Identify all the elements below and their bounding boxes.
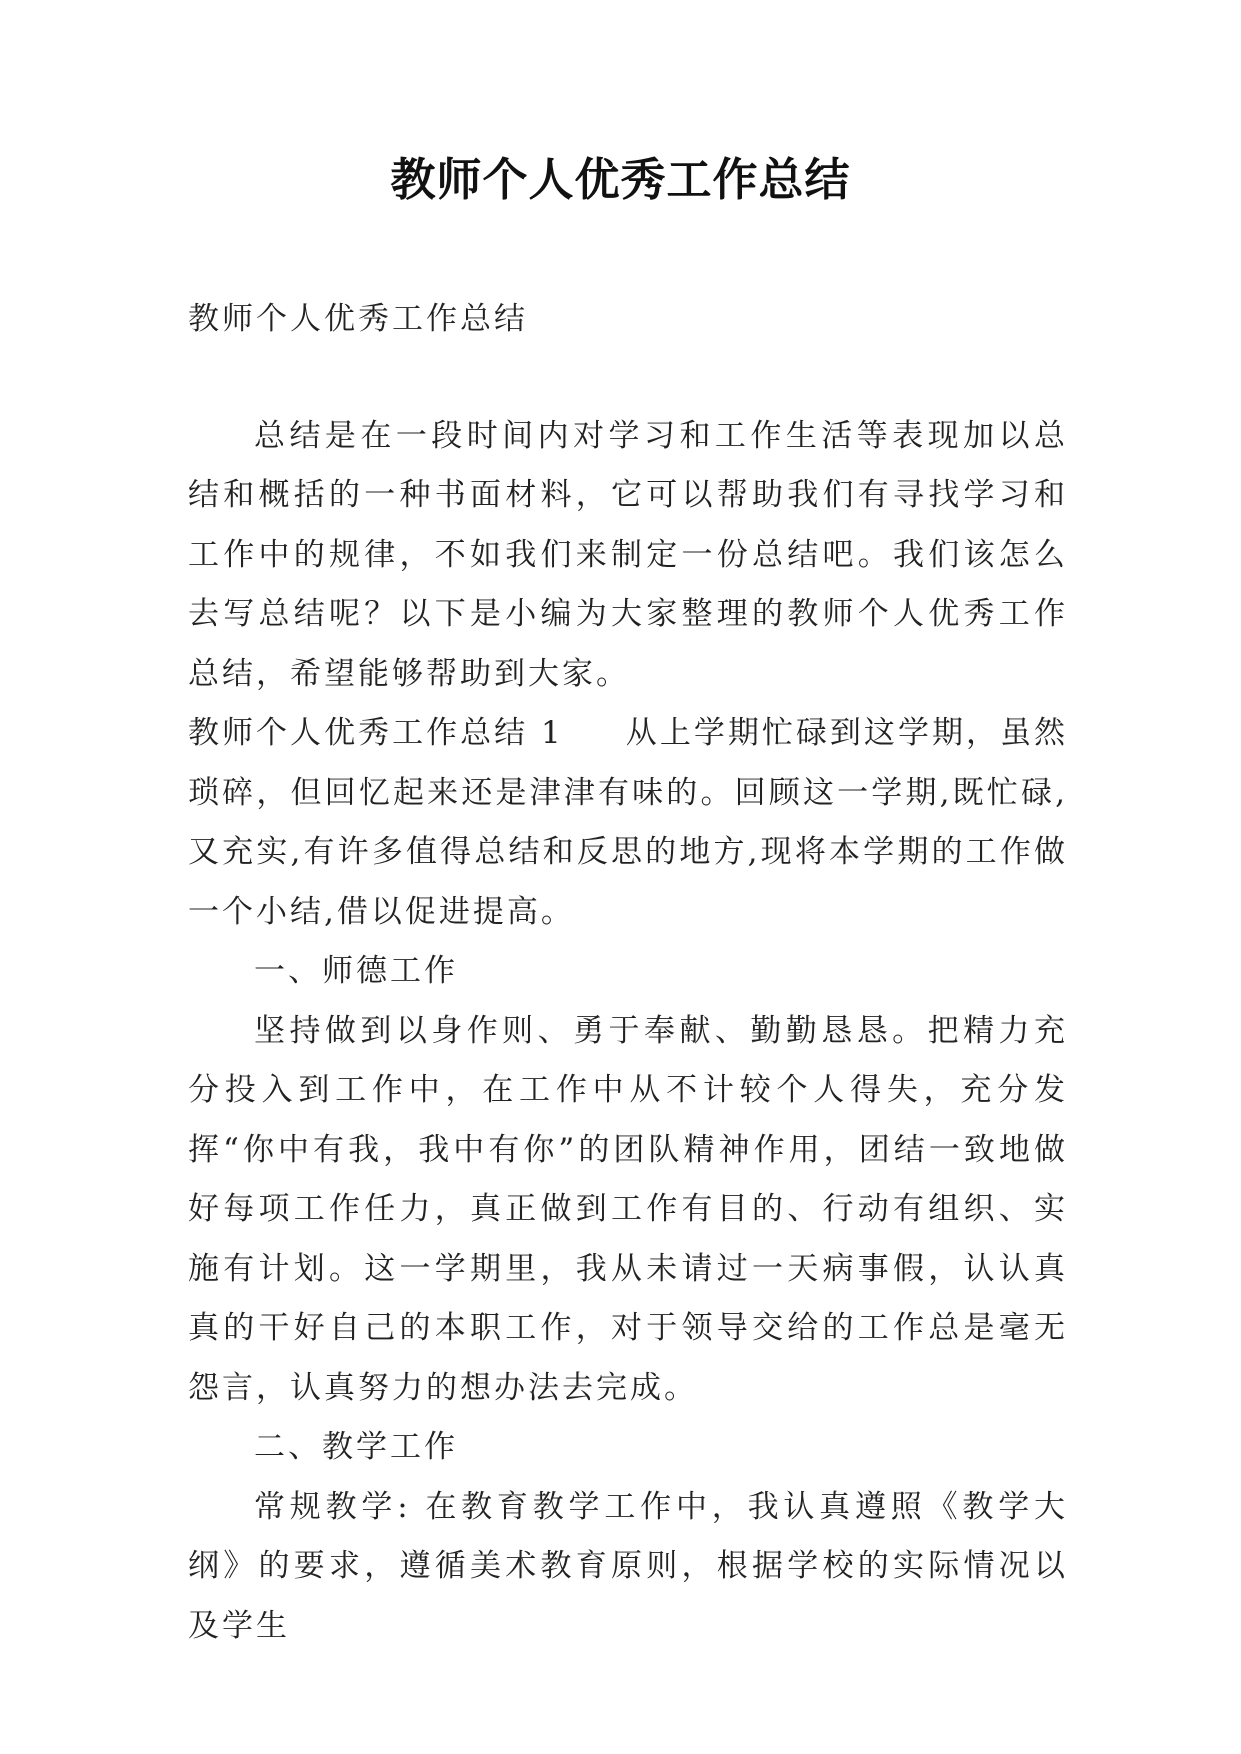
document-title: 教师个人优秀工作总结 — [390, 153, 851, 206]
ethics-paragraph: 坚持做到以身作则、勇于奉献、勤勤恳恳。把精力充分投入到工作中，在工作中从不计较个人得失，充分发挥“你中有我，我中有你”的团队精神作用，团结一致地做好每项工作任力，真正做到工作有目的、行动有组织、实施有计划。这一学期里，我从未请过一天病事假，认认真真的干好自己的本职工作，对于领导交给的工作总是毫无怨言，认真努力的想办法去完成。 — [188, 1012, 1068, 1406]
document-subtitle: 教师个人优秀工作总结 — [188, 301, 528, 337]
heading-teacher-ethics: 一、师德工作 — [254, 953, 458, 989]
section-1-text: 从上学期忙碌到这学期，虽然琐碎，但回忆起来还是津津有味的。回顾这一学期,既忙碌,又充实,有许多值得总结和反思的地方,现将本学期的工作做一个小结,借以促进提高。 — [188, 715, 1069, 930]
document-body — [188, 290, 1068, 1656]
section-1-paragraph — [188, 704, 1068, 942]
teaching-paragraph: 常规教学: 在教育教学工作中，我认真遵照《教学大纲》的要求，遵循美术教育原则，根据学校的实际情况以及学生 — [188, 1488, 1068, 1644]
heading-teaching-work: 二、教学工作 — [254, 1429, 458, 1465]
intro-paragraph: 总结是在一段时间内对学习和工作生活等表现加以总结和概括的一种书面材料，它可以帮助我们有寻找学习和工作中的规律，不如我们来制定一份总结吧。我们该怎么去写总结呢？以下是小编为大家整理的教师个人优秀工作总结，希望能够帮助到大家。 — [188, 417, 1068, 692]
section-1-label: 教师个人优秀工作总结 1 — [188, 715, 564, 751]
